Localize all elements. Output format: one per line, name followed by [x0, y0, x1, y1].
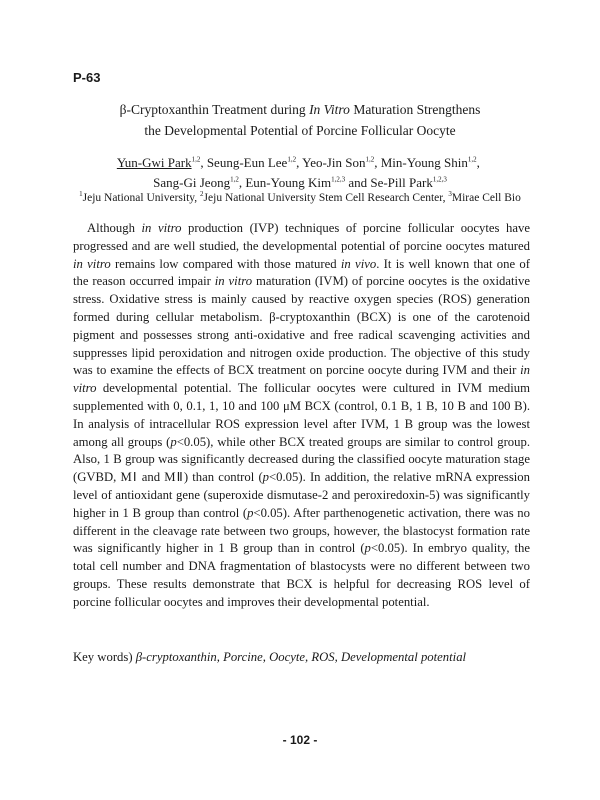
- author-separator: ,: [238, 175, 246, 190]
- author-separator: ,: [476, 155, 484, 170]
- abstract-text: <0.05). In addition, the relative mRNA expression level of antioxidant gene (superoxide dismutase-2 and peroxiredoxin-5) was significantly higher in 1 B group than control (: [73, 470, 530, 520]
- author-presenter: [117, 155, 192, 170]
- author-line-1: [40, 153, 560, 173]
- author-list: [40, 153, 560, 193]
- author-separator: ,: [200, 155, 207, 170]
- abstract-text: . It is well known that one of the reason occurred impair: [73, 256, 530, 289]
- keywords-list: β-cryptoxanthin, Porcine, Oocyte, ROS, Developmental potential: [135, 650, 467, 664]
- author-separator: ,: [374, 155, 381, 170]
- affiliation-name: Jeju National University: [82, 192, 195, 204]
- abstract-italic-text: p: [364, 541, 371, 556]
- abstract-italic-text: in vivo: [340, 256, 377, 271]
- keywords-label: Key words): [73, 650, 136, 664]
- author-name: Seung-Eun Lee: [206, 155, 288, 170]
- abstract-text: developmental potential. The follicular oocytes were cultured in IVM medium supplemented with 0, 0.1, 1, 10 and 100 μM BCX (control, 0.1 B, 1 B, 10 B and 100 B). In analysis of intracellular ROS expression level after IVM, 1 B group was the lowest among all groups (: [73, 381, 530, 449]
- title-line-1-italic: In Vitro: [309, 102, 350, 117]
- author-affiliation-sup: 1,2,3: [331, 175, 346, 184]
- abstract-text: <0.05), while other BCX treated groups are similar to control group. Also, 1 B group was significantly decreased during the classified oocyte maturation stage (GVBD, MⅠ and MⅡ) than control (: [73, 434, 531, 485]
- abstract-italic-text: in vitro: [141, 221, 182, 235]
- abstract-italic-text: p: [262, 470, 270, 485]
- abstract-body: [73, 220, 530, 612]
- affiliation-sup: 2: [200, 190, 204, 199]
- title-line-2: the Developmental Potential of Porcine Follicular Oocyte: [144, 123, 456, 138]
- author-name: Sang-Gi Jeong: [153, 175, 231, 190]
- affiliation-sup: 1: [79, 190, 83, 199]
- author-affiliation-sup: 1,2: [365, 155, 375, 164]
- abstract-italic-text: in vitro: [73, 256, 111, 271]
- paper-title: [40, 99, 560, 141]
- title-line-1: [40, 99, 560, 120]
- author-name: Yun-Gwi Park: [116, 155, 192, 170]
- abstract-text: <0.05). After parthenogenetic activation, there was no different in the cleavage rate between two groups, however, the blastocyst formation rate was significantly higher in 1 B group than in control (: [73, 505, 530, 556]
- author-affiliation-sup: 1,2: [230, 175, 239, 184]
- affiliation-name: Jeju National University Stem Cell Research Center: [203, 192, 443, 204]
- abstract-italic-text: p: [247, 505, 254, 520]
- author-affiliation-sup: 1,2: [467, 155, 477, 164]
- author-affiliation-sup: 1,2,3: [432, 175, 447, 184]
- abstract-text: production (IVP) techniques of porcine follicular oocytes have progressed and are well studied, the developmental potential of porcine oocytes matured: [73, 221, 530, 253]
- abstract-italic-text: p: [170, 434, 177, 449]
- affiliation-separator: ,: [442, 192, 449, 204]
- author-name: Min-Young Shin: [380, 155, 468, 170]
- author-line-2: [40, 173, 560, 193]
- author-name: Eun-Young Kim: [245, 175, 332, 190]
- abstract-italic-text: in vitro: [73, 363, 530, 396]
- author-affiliation-sup: 1,2: [191, 155, 201, 164]
- abstract-text: <0.05). In embryo quality, the total cell number and DNA fragmentation of blastocysts were no different between two groups. These results demonstrate that BCX is helpful for decreasing ROS level of porcine follicular oocytes and improves their developmental potential.: [73, 541, 530, 609]
- abstract-text: maturation (IVM) of porcine oocytes is the oxidative stress. Oxidative stress is mainly caused by reactive oxygen species (ROS) generation formed during cellular metabolism. β-cryptoxanthin (BCX) is one of the carotenoid pigment and possesses strong anti-oxidative and free radical scavenging activities and suppresses lipid peroxidation and nitrogen oxide production. The objective of this study was to examine the effects of BCX treatment on porcine oocyte during IVM and their: [73, 274, 530, 378]
- title-line-1-post: Maturation Strengthens: [349, 102, 481, 117]
- affiliation-list: [40, 191, 560, 206]
- abstract-text: Although: [87, 221, 142, 235]
- author-name: Yeo-Jin Son: [302, 155, 366, 170]
- keywords-line: [73, 648, 533, 666]
- abstract-italic-text: in vitro: [214, 274, 253, 289]
- author-name: Se-Pill Park: [370, 175, 433, 190]
- author-affiliation-sup: 1,2: [287, 155, 297, 164]
- page-number: - 102 -: [282, 733, 318, 747]
- abstract-text: remains low compared with those matured: [110, 256, 341, 271]
- affiliation-sup: 3: [448, 190, 452, 199]
- author-separator: ,: [296, 155, 303, 170]
- affiliation-separator: ,: [194, 192, 201, 204]
- poster-id: P-63: [73, 70, 101, 85]
- author-separator: and: [345, 175, 371, 190]
- title-line-1-pre: β-Cryptoxanthin Treatment during: [119, 102, 310, 117]
- affiliation-name: Mirae Cell Bio: [451, 192, 521, 204]
